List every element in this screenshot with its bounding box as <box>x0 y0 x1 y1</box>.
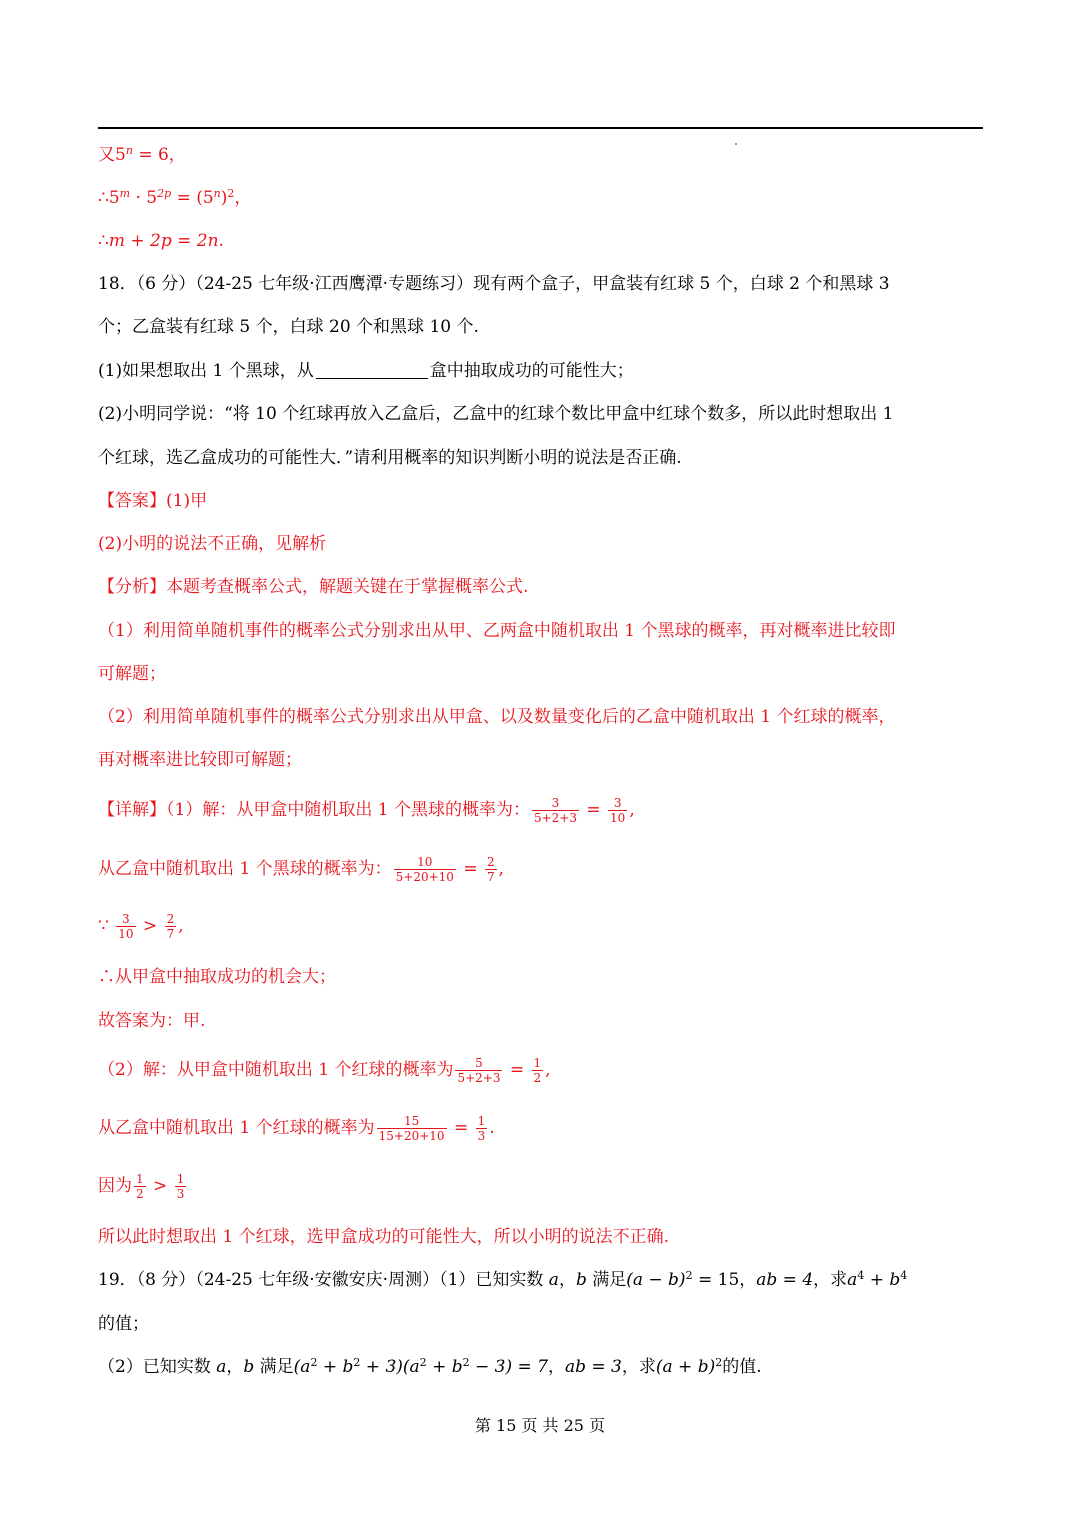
fraction: $\frac{1}{2}$ <box>136 1172 144 1201</box>
fraction: $\frac{15}{15+20+10}$ <box>378 1114 445 1143</box>
stray-dot <box>735 143 737 145</box>
line-5n-eq-6: 又$5^n = 6$， <box>98 144 186 165</box>
detail3-line: （2）解：从甲盒中随机取出 1 个红球的概率为 $\frac{5}{5+2+3}$ = $\frac{1}{2}$ , <box>98 1056 551 1085</box>
because-line: ∵ $\frac{3}{10}$ > $\frac{2}{7}$ , <box>98 912 184 941</box>
line-therefore-product: $\therefore 5^m \cdot 5^{2p} = (5^n)^2$， <box>98 187 252 208</box>
fraction: $\frac{3}{10}$ <box>610 796 626 825</box>
q18-part2-line1: (2)小明同学说：“将 10 个红球再放入乙盒后，乙盒中的红球个数比甲盒中红球个数多，所以此时想取出 1 <box>98 404 894 424</box>
analysis1-line2: 可解题； <box>98 664 166 684</box>
line-therefore-m2p: ∴m + 2p = 2n. <box>98 231 224 251</box>
therefore-line: ∴从甲盒中抽取成功的机会大； <box>98 967 336 987</box>
detail4-line: 从乙盒中随机取出 1 个红球的概率为 $\frac{15}{15+20+10}$ = $\frac{1}{3}$ . <box>98 1114 495 1143</box>
fraction: $\frac{5}{5+2+3}$ <box>457 1056 501 1085</box>
analysis2-line2: 再对概率进比较即可解题； <box>98 750 302 770</box>
so-answer-line: 故答案为：甲. <box>98 1011 206 1031</box>
fraction: $\frac{1}{3}$ <box>176 1172 185 1201</box>
q18-part1: (1)如果想取出 1 个黑球，从 盒中抽取成功的可能性大； <box>98 361 634 381</box>
conclusion-line: 所以此时想取出 1 个红球，选甲盒成功的可能性大，所以小明的说法不正确. <box>98 1227 670 1247</box>
header-rule <box>98 127 983 129</box>
analysis2-line1: （2）利用简单随机事件的概率公式分别求出从甲盒、以及数量变化后的乙盒中随机取出 1 个红球的概率， <box>98 707 896 727</box>
detail1-line: 【详解】（1）解：从甲盒中随机取出 1 个黑球的概率为： $\frac{3}{5+2+3}$ = $\frac{3}{10}$ , <box>98 796 635 825</box>
fraction: $\frac{2}{7}$ <box>166 912 175 941</box>
detail2-line: 从乙盒中随机取出 1 个黑球的概率为： $\frac{10}{5+20+10}$ = $\frac{2}{7}$ , <box>98 855 505 884</box>
fraction: $\frac{3}{10}$ <box>118 912 134 941</box>
page-footer: 第 15 页 共 25 页 <box>474 1416 606 1435</box>
q19-line2: 的值； <box>98 1314 149 1334</box>
analysis1-line1: （1）利用简单随机事件的概率公式分别求出从甲、乙两盒中随机取出 1 个黑球的概率，再对概率进比较即 <box>98 621 896 641</box>
fraction: $\frac{3}{5+2+3}$ <box>533 796 577 825</box>
fraction: $\frac{1}{3}$ <box>477 1114 486 1143</box>
answer-blank <box>316 360 428 379</box>
fraction: $\frac{10}{5+20+10}$ <box>395 855 454 884</box>
q19-line1: 19．（8 分）（24-25 七年级·安徽安庆·周测）（1）已知实数 a，b 满足$(a - b)^2 = 15$，ab = 4，求$a^4 + b^4$ <box>98 1269 908 1290</box>
q19-part2: （2）已知实数 a，b 满足$(a^2 + b^2 + 3)(a^2 + b^2 - 3) = 7$，ab = 3，求$(a + b)^2$的值. <box>98 1356 762 1377</box>
fraction: $\frac{1}{2}$ <box>533 1056 542 1085</box>
answer-line1: 【答案】(1)甲 <box>98 491 208 511</box>
q18-part2-line2: 个红球，选乙盒成功的可能性大．”请利用概率的知识判断小明的说法是否正确. <box>98 448 682 468</box>
analysis-line: 【分析】本题考查概率公式，解题关键在于掌握概率公式. <box>98 577 529 597</box>
fraction: $\frac{2}{7}$ <box>486 855 495 884</box>
since-line: 因为 $\frac{1}{2}$ > $\frac{1}{3}$ <box>98 1172 185 1201</box>
answer-line2: (2)小明的说法不正确，见解析 <box>98 534 327 554</box>
q18-stem-line1: 18．（6 分）（24-25 七年级·江西鹰潭·专题练习）现有两个盒子，甲盒装有红球 5 个，白球 2 个和黑球 3 <box>98 274 890 294</box>
q18-stem-line2: 个；乙盒装有红球 5 个，白球 20 个和黑球 10 个. <box>98 317 479 337</box>
